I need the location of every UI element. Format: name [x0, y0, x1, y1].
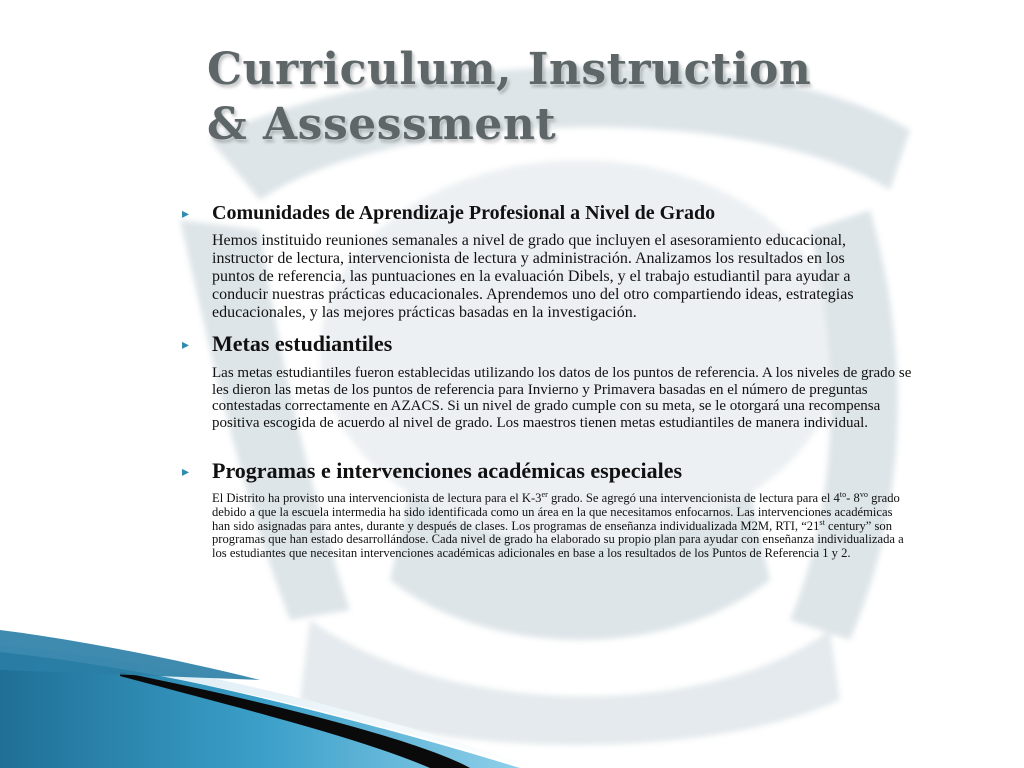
section-body: Las metas estudiantiles fueron establecidas utilizando los datos de los puntos de referencia. A los niveles de grado se les dieron las metas de los puntos de referencia para Invierno y Primavera basadas en el número de preguntas contestadas correctamente en AZACS. Si un nivel de grado cumple con su meta, se le otorgará una recompensa positiva escogida de acuerdo al nivel de grado. Los maestros tienen metas estudiantiles de manera individual.	[212, 365, 912, 431]
section-body: Hemos instituido reuniones semanales a nivel de grado que incluyen el asesoramiento educacional, instructor de lectura, intervencionista de lectura y administración. Analizamos los resultados en los puntos de referencia, las puntuaciones en la evaluación Dibels, y el trabajo estudiantil para ayudar a conducir nuestras prácticas educacionales. Aprendemos uno del otro compartiendo ideas, estrategias educacionales, y las mejores prácticas basadas en la investigación.	[212, 232, 854, 321]
body-text: century” son programas que han estado desarrollándose. Cada nivel de grado ha elaborado su propio plan para ayudar con enseñanza individualizada a los estudiantes que necesitan intervenciones académicas adicionales en base a los resultados de los Puntos de Referencia 1 y 2.	[212, 518, 904, 561]
section-student-goals	[182, 330, 922, 431]
corner-swoosh-decoration	[0, 630, 620, 768]
slide-title-line-1: Curriculum, Instruction	[207, 44, 812, 95]
bullet-arrow-icon: ▸	[182, 207, 190, 222]
slide-content	[182, 200, 922, 561]
bullet-arrow-icon: ▸	[182, 465, 190, 480]
section-special-programs	[182, 457, 922, 561]
section-heading: Programas e intervenciones académicas especiales	[212, 458, 683, 483]
section-heading: Comunidades de Aprendizaje Profesional a Nivel de Grado	[212, 202, 716, 224]
bullet-arrow-icon: ▸	[182, 338, 190, 353]
section-heading: Metas estudiantiles	[212, 331, 393, 356]
ordinal-suffix: vo	[859, 489, 868, 499]
section-professional-learning	[182, 200, 922, 322]
section-body	[212, 489, 912, 561]
ordinal-suffix: to	[839, 489, 847, 499]
slide-title-line-2: & Assessment	[207, 99, 557, 150]
body-text: grado debido a que la escuela intermedia ha sido identificada como un área en la que necesitamos enfocarnos. Las intervenciones académicas han sido asignadas para antes, durante y después de clases. Los programas de enseñanza individualizada M2M, RTI, “21	[212, 491, 900, 533]
ordinal-suffix: st	[819, 517, 825, 527]
body-text: grado. Se agregó una intervencionista de lectura para el 4	[547, 491, 840, 505]
body-text: El Distrito ha provisto una intervencionista de lectura para el K-3	[212, 491, 542, 505]
body-text: - 8	[846, 491, 860, 505]
ordinal-suffix: er	[541, 489, 548, 499]
slide-title	[207, 42, 907, 152]
